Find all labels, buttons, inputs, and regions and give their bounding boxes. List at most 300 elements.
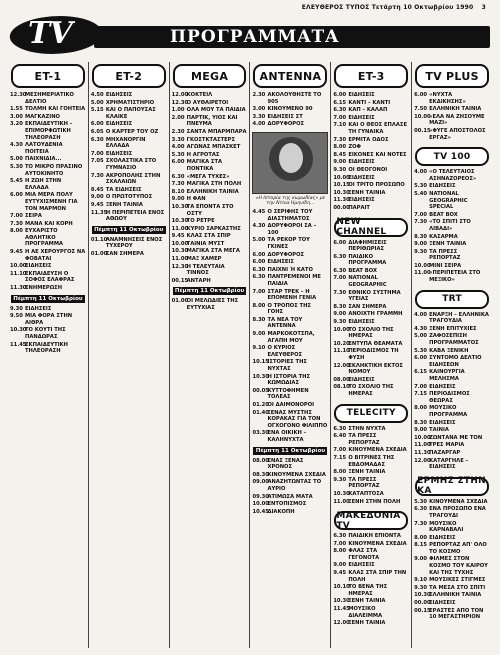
program-row <box>333 205 409 212</box>
program-row <box>333 348 409 361</box>
program-title: ΠΑΡΤΙΚ, ΥΙΟΣ ΚΑΙ ΠΝΕΥΜΑ <box>186 114 238 128</box>
tv-logo <box>10 14 106 56</box>
program-time: 4.00 <box>414 311 427 318</box>
program-row <box>10 271 86 284</box>
program-time: 12.00 <box>171 92 189 98</box>
program-row <box>10 142 86 155</box>
program-title: ΙΣΤΟΡΙΕΣ ΤΗΣ ΝΥΧΤΑΣ <box>267 359 307 373</box>
program-time: 10.15 <box>333 182 350 189</box>
program-row <box>333 107 409 114</box>
program-row <box>414 219 490 232</box>
program-title: Η ΙΣΤΟΡΙΑ ΤΗΣ ΚΩΜΩΔΙΑΣ <box>267 373 311 387</box>
program-title: ΑΚΟΛΟΥΘΗΣΤΕ ΤΟ 905 <box>267 92 322 105</box>
program-title: ΕΚΠΑΙΔΕΥΣΗ Ο ΣΟΦΟΣ ΕΛΑΦΡΑΣ <box>25 270 75 284</box>
program-title: ΣΑΝ ΣΗΜΕΡΑ <box>348 303 387 310</box>
program-time: 4.30 <box>252 223 266 230</box>
program-time: 10.00 <box>414 434 431 441</box>
program-time: 2.00 <box>171 114 185 121</box>
program-time: 3.00 <box>10 113 23 120</box>
program-time: 4.45 <box>252 208 266 215</box>
program-time: 8.00 <box>333 144 347 151</box>
program-time: 10.15 <box>252 359 269 366</box>
program-title: ΔΟΡΥΦΟΡΟΣ <box>267 121 305 128</box>
program-time: 3.20 <box>10 121 23 128</box>
program-title: ΕΙΔΗΣΕΙΣ <box>267 259 294 266</box>
program-row <box>414 241 490 248</box>
program-row <box>414 608 490 621</box>
program-time: 9.00 <box>333 311 347 318</box>
program-row <box>414 169 490 182</box>
program-row <box>333 182 409 189</box>
program-time: 7.30 <box>10 220 23 227</box>
program-time: 6.00 <box>333 239 347 246</box>
program-title: ΜΟΥΣΙΚΕΣ ΣΤΙΓΜΕΣ <box>429 577 486 584</box>
program-row <box>414 405 490 418</box>
program-title: ΚΑΙ Ο ΘΕΟΣ ΕΠΛΑΣΕ ΤΗ ΓΥΝΑΙΚΑ <box>348 122 408 135</box>
program-time: 12.00 <box>414 457 431 464</box>
program-time: 7.10 <box>333 122 347 129</box>
program-time: 08.10 <box>333 384 350 391</box>
program-time: 11.00 <box>414 270 431 277</box>
program-time: 9.45 <box>10 249 23 256</box>
date-box: Πέμπτη 11 Οκτωβρίου <box>92 226 166 234</box>
program-row <box>252 121 328 128</box>
program-row <box>252 92 328 105</box>
program-row <box>172 241 248 248</box>
program-time: 8.45 <box>333 151 347 158</box>
program-title: ΞΕΝΗ ΤΑΙΝΙΑ <box>348 189 386 196</box>
program-row <box>252 267 328 274</box>
page-header-line <box>302 4 486 11</box>
program-time: 4.00 <box>414 169 427 176</box>
program-title: ΠΑΡΑΙΤ <box>348 204 370 211</box>
program-title: «Ο ΤΕΛΕΥΤΑΙΟΣ ΑΣΗΝΑΖΟΡΕΟΣ» <box>429 169 477 182</box>
program-title: Η ΠΕΡΙΠΕΤΕΙΑ ΕΝΟΣ ΑΘΩΟΥ <box>105 209 165 223</box>
channel-header: ET-2 <box>92 64 166 88</box>
program-time: 5.00 <box>90 99 104 106</box>
program-time: 9.30 <box>333 166 347 173</box>
program-row <box>91 92 167 99</box>
program-title: ΚΑΤΑΠΤΟΣΑ <box>348 490 384 497</box>
program-title: ΕΙΔΗΣΕΙΣ <box>348 92 375 98</box>
program-title: ΑΓΩΝΑΣ ΜΠΑΣΚΕΤ <box>186 144 241 151</box>
program-row <box>252 259 328 266</box>
program-title: «ΦΥΓΕ ΑΠΟΣΤΟΛΟΣ ΕΡΓΑΖ» <box>429 127 486 141</box>
program-time: 6.30 <box>333 533 347 540</box>
program-title: ΖΑΦΟΣΕΠΙΣΗ ΠΡΟΓΡΑΜΜΑΤΟΣ <box>429 333 479 347</box>
program-time: 01.10 <box>90 236 108 243</box>
program-time: 11.45 <box>333 606 350 613</box>
program-title: ΤΑ ΠΡΕΣΣ ΡΕΠΟΡΤΑΖ <box>429 248 461 262</box>
program-row <box>414 212 490 219</box>
program-row <box>172 226 248 233</box>
program-row <box>333 115 409 122</box>
program-time: 9.00 <box>90 194 104 201</box>
program-title: ΜΙΑ ΦΟΡΑ ΣΤΗΝ ΑΙΘΡΑ <box>25 313 73 326</box>
program-time: 00.15 <box>171 277 189 284</box>
program-row <box>91 194 167 201</box>
program-title: ΑΝΤΑΡΗ <box>186 277 211 284</box>
program-title: ΕΡΜΙΤΑ ΟΔΟΣ <box>348 136 389 143</box>
program-row <box>414 506 490 519</box>
program-title: ΑΝΑΜΝΗΣΕΙΣ ΕΝΟΣ ΤΥΧΕΡΟΥ <box>105 236 163 250</box>
program-title: ΕΚΛΗΚΤΙΚΗ ΕΚΤΟΣ ΝΟΜΟΥ <box>348 362 403 376</box>
program-time: 12.00 <box>333 620 350 627</box>
program-time: 9.45 <box>90 201 104 208</box>
program-row <box>10 92 86 105</box>
program-title: ΕΝΗΜΕΡΩΣΗ <box>25 285 63 292</box>
program-time: 8.10 <box>171 188 185 195</box>
program-row <box>172 137 248 144</box>
program-title: Ο ΚΑΡΤΕΡ ΤΟΥ ΟΖ <box>105 128 159 135</box>
program-row <box>10 192 86 212</box>
program-row <box>414 577 490 584</box>
program-row <box>333 190 409 197</box>
program-row <box>333 319 409 326</box>
program-title: «ΕΛΑ ΝΑ ΖΗΣΟΥΜΕ ΜΑΖΙ» <box>429 113 485 127</box>
program-time: 6.00 <box>252 251 266 258</box>
program-time: 6.05 <box>90 128 104 135</box>
program-title: ΓΚΟΣΤΚΤΑΣΤΕΡΣ <box>186 136 236 143</box>
program-time: 6.00 <box>414 92 427 98</box>
program-time: 5.30 <box>414 347 427 354</box>
program-time: 7.30 <box>90 172 104 179</box>
program-title: ΕΙΔΗΣΕΙΣ <box>348 114 375 121</box>
program-row <box>172 204 248 217</box>
program-title: ΕΙΔΗΣΕΙΣ <box>429 383 456 390</box>
program-title: ΤΑ ΡΕΚΟΡ ΤΟΥ ΓΚΙΝΕΣ <box>267 237 310 250</box>
program-time: 10.30 <box>171 218 189 225</box>
program-title: ΕΙΔΗΣΕΙΣ <box>429 419 456 426</box>
program-title: ΤΑ ΕΠΟΝΤΑ ΣΤΟ ΟΣΤΥ <box>186 203 234 217</box>
program-photo <box>252 132 328 194</box>
program-columns <box>8 62 492 648</box>
program-title: ΠΑΙΧΝΙ Ή ΚΑΤΟ <box>267 266 313 273</box>
program-row <box>91 100 167 107</box>
program-time: 10.00 <box>333 174 350 181</box>
program-row <box>91 187 167 194</box>
program-row <box>333 290 409 303</box>
program-time: 9.00 <box>333 562 347 569</box>
program-row <box>414 521 490 534</box>
program-title: ΡΕΠΟΡΤΑΖ ΑΠ' ΟΛΟ ΤΟ ΚΟΣΜΟ <box>429 542 487 555</box>
program-time: 3.30 <box>252 113 266 120</box>
program-time: 9.10 <box>414 577 427 584</box>
program-time: 10.00 <box>414 262 431 269</box>
channel-column <box>411 62 492 648</box>
channel-header: TV PLUS <box>415 64 489 88</box>
program-row <box>10 249 86 262</box>
program-row <box>172 264 248 277</box>
program-title: Η ΦΑΝ <box>186 196 206 203</box>
program-title: ΟΙ ΔΑΙΜΟΝΟΡΟΙ <box>267 402 315 408</box>
program-row <box>10 306 86 313</box>
program-title: ΦΙΛΜΕΣ ΣΤΟΝ ΚΟΣΜΟ ΤΟΥ ΚΑΙΡΟΥ ΚΑΙ ΤΗΣ ΤΥΧΗΣ <box>429 556 488 576</box>
program-row <box>252 501 328 508</box>
program-time: 7.30 <box>333 289 347 296</box>
program-row <box>172 159 248 172</box>
program-time: 7.00 <box>333 447 347 454</box>
program-row <box>172 129 248 136</box>
program-row <box>414 499 490 506</box>
program-row <box>91 137 167 150</box>
program-time: 7.30 <box>414 520 427 527</box>
program-row <box>172 115 248 128</box>
program-time: 11.35 <box>90 209 108 216</box>
program-time: 6.30 <box>414 506 427 513</box>
program-time: 9.50 <box>10 313 23 320</box>
program-row <box>252 331 328 344</box>
program-title: ΚΙΝΟΥΜΕΝΑ ΣΧΕΔΙΑ <box>429 498 488 505</box>
program-title: ΕΚΠΑΙΔΕΥΤΙΚΗ ΤΗΛΕΟΡΑΣΗ <box>25 341 68 355</box>
program-title: ΜΟΥΣΙΚΟ ΚΑΡΝΑΒΑΛΙ <box>429 520 464 534</box>
program-row <box>252 274 328 287</box>
program-title: ΕΙΔΗΣΕΙΣ <box>105 92 133 98</box>
program-title: «ΤΟ ΣΠΙΤΙ ΣΤΟ ΛΙΒΑΔΙ» <box>429 219 471 232</box>
program-row <box>172 189 248 196</box>
program-row <box>333 304 409 311</box>
channel-column <box>169 62 250 648</box>
program-row <box>252 289 328 302</box>
program-time: 4.30 <box>414 325 427 332</box>
program-row <box>333 541 409 548</box>
program-row <box>252 410 328 430</box>
channel-column <box>88 62 169 648</box>
program-time: 9.00 <box>252 331 266 338</box>
program-time: 1.00 <box>171 107 185 114</box>
program-time: 03.30 <box>252 430 269 437</box>
program-row <box>252 494 328 501</box>
program-row <box>414 592 490 599</box>
program-row <box>333 268 409 275</box>
program-title: ΜΙΝΙ ΣΕΙΡΑ <box>429 262 462 269</box>
channel-header: TELECITY <box>334 404 408 423</box>
program-time: 4.00 <box>252 121 266 128</box>
program-title: ΟΛΑ ΜΟΥ ΤΑ ΠΑΙΔΙΑ <box>186 107 246 114</box>
program-title: ΕΙΔΗΣΕΙΣ <box>348 197 375 204</box>
program-title: ΕΙΔΗΣΕΙΣ <box>429 183 456 190</box>
program-row <box>252 345 328 358</box>
program-row <box>333 469 409 476</box>
program-title: ΚΑΒΑ ΞΕΝΙΚΗ <box>429 347 469 354</box>
program-row <box>252 374 328 387</box>
program-time: 9.30 <box>333 476 347 483</box>
program-row <box>252 303 328 316</box>
program-title: ΜΟΥΣΙΚΟ ΔΙΑΛΕΙΜΜΑ <box>348 606 383 619</box>
program-title: ΕΛΛΗΝΙΚΗ ΤΑΙΝΙΑ <box>186 188 239 195</box>
program-title: ΣΕΙΡΑ <box>25 213 42 220</box>
program-time: 6.30 <box>171 173 185 180</box>
program-row <box>172 248 248 255</box>
program-title: ΜΕΣΗΜΕΡΙΑΤΙΚΟ ΔΕΛΤΙΟ <box>25 92 74 105</box>
program-title: ΚΑΙ Ο ΠΑΠΟΥΣΑΣ ΚΛΑΙΚΕ <box>105 107 156 120</box>
program-time: 7.00 <box>333 114 347 121</box>
program-row <box>252 472 328 479</box>
program-title: ΠΑΙΔΙΚΗ ΕΠΙΟΝΤΑ <box>348 533 401 540</box>
program-row <box>333 167 409 174</box>
program-row <box>414 114 490 127</box>
program-row <box>333 159 409 166</box>
program-time: 8.45 <box>90 186 104 193</box>
program-time: 01.00 <box>90 250 108 257</box>
program-time: 8.30 <box>414 233 427 240</box>
program-row <box>172 256 248 263</box>
program-title: Ο ΤΡΟΠΟΣ ΤΗΣ ΓΟΗΣ <box>267 302 311 316</box>
program-row <box>252 106 328 113</box>
program-title: ΞΕΝΗ ΕΠΙΤΥΧΙΕΣ <box>429 325 477 332</box>
program-time: 11.00 <box>333 498 350 505</box>
program-time: 9.30 <box>414 248 427 255</box>
channel-header: ANTENNA <box>253 64 327 88</box>
program-title: ΚΑΠ – ΚΑΛΑΠ <box>348 107 388 114</box>
program-time: 11.00 <box>414 442 431 449</box>
program-row <box>414 542 490 555</box>
program-row <box>10 106 86 113</box>
program-row <box>172 181 248 188</box>
program-row <box>252 479 328 492</box>
program-title: ΣΧΟΛΑΣΤΙΚΑ ΣΤΟ ΓΥΜΝΑΣΙΟ <box>105 158 157 171</box>
program-row <box>333 426 409 433</box>
program-title: ΕΘΝΙΚΟ ΣΥΣΤΗΜΑ ΥΓΕΙΑΣ <box>348 289 401 303</box>
program-title: ΕΥΧΑΡΙΣΤΟ ΑΘΛΗΤΙΚΟ ΠΡΟΓΡΑΜΜΑ <box>25 228 64 248</box>
program-row <box>414 442 490 449</box>
program-time: 6.30 <box>90 136 104 143</box>
channel-header: MEGA <box>173 64 247 88</box>
program-time: 5.30 <box>171 151 185 158</box>
program-time: 10.10 <box>333 584 350 591</box>
program-title: ΣΤΑΡ ΤΡΕΚ – Η ΕΠΟΜΕΝΗ ΓΕΝΙΑ <box>267 288 317 302</box>
program-time: 10.30 <box>252 373 269 380</box>
program-title: ΕΝΑΣ ΞΕΝΑΣ ΧΡΟΝΟΣ <box>267 457 304 471</box>
program-time: 00.05 <box>252 387 269 394</box>
program-time: 6.00 <box>10 192 23 199</box>
program-title: ΟΙ ΘΕΟΓΟΝΟΙ <box>348 166 388 173</box>
program-title: ΜΟΥΣΙΚΟ ΠΡΟΓΡΑΜΜΑ <box>429 405 468 418</box>
program-title: Η ΖΩΗ ΣΤΗΝ ΕΛΛΑΔΑ <box>25 178 62 191</box>
program-time: 11.00 <box>171 256 189 263</box>
program-title: ΟΙ ΜΕΛΩΔΙΕΣ ΤΗΣ ΕΥΤΥΧΙΑΣ <box>186 298 239 312</box>
program-title: «ΝΥΧΤΑ ΕΚΔΙΚΗΣΗΣ» <box>429 92 466 105</box>
program-row <box>414 106 490 113</box>
program-title: ΕΝΤΥΠΑ ΘΕΑΜΑΤΑ <box>348 340 403 347</box>
program-row <box>252 237 328 250</box>
program-row <box>91 173 167 186</box>
program-title: ΠΑΙΧΝΙΔΙΑ... <box>25 156 62 163</box>
program-row <box>10 313 86 326</box>
program-row <box>414 183 490 190</box>
program-row <box>252 252 328 259</box>
channel-header: ΕΡΜΗΣ ΣΤΗΝ ΚΑ <box>415 477 489 496</box>
program-time: 5.30 <box>414 183 427 190</box>
program-row <box>252 509 328 516</box>
program-time: 2.30 <box>171 128 185 135</box>
program-time: 6.00 <box>252 259 266 266</box>
program-title: ΜΑΓΚΑΖΙΝΟ <box>25 113 60 120</box>
program-time: 10.00 <box>171 240 189 247</box>
program-title: ΜΑΞ ΧΑΜΕΡ <box>186 256 222 263</box>
program-time: 6.00 <box>414 355 427 362</box>
program-row <box>10 156 86 163</box>
program-title: ΕΙΔΗΣΕΙΣ <box>348 174 375 181</box>
program-time: 5.30 <box>10 163 23 170</box>
program-row <box>172 233 248 240</box>
channel-header: ET-3 <box>334 64 408 88</box>
program-row <box>252 209 328 222</box>
program-title: ΕΚΠΑΙΔΕΥΤΙΚΗ – ΕΠΙΜΟΡΦΩΤΙΚΗ ΤΗΛΕΟΡΑΣΗ <box>25 121 73 141</box>
program-title: ΚΛΑΣ ΣΤΑ ΣΠΙΡ ΤΗΝ ΠΟΛΗ <box>348 570 407 583</box>
program-row <box>333 548 409 561</box>
program-time: 12.30 <box>171 99 189 106</box>
program-title: ΠΕΡΙΟΔΙΣΜΟΣ ΘΕΩΡΑΣ <box>429 391 470 404</box>
program-time: 8.30 <box>252 316 266 323</box>
program-time: 9.00 <box>414 241 427 248</box>
program-title: ΚΙΝΟΥΜΕΝΟ 90 <box>267 106 313 113</box>
tv-logo-text: TV <box>28 16 72 51</box>
program-title: BEAT BOX <box>429 211 458 218</box>
program-time: 6.30 <box>252 266 266 273</box>
program-time: 10.00 <box>10 263 27 270</box>
program-row <box>333 499 409 506</box>
program-time: 8.00 <box>252 302 266 309</box>
program-title: Ο ΒΙΤΡΙΝΕΣ ΤΗΣ ΕΒΔΟΜΑΔΑΣ <box>348 454 395 468</box>
program-time: 3.30 <box>171 136 185 143</box>
program-row <box>252 114 328 121</box>
program-title: ΜΑΡΚΟΚΟΤΣΠΑ, ΑΓΑΠΗ ΜΟΥ <box>267 331 315 344</box>
channel-header: TRT <box>415 290 489 309</box>
program-time: 10.20 <box>333 340 350 347</box>
program-row <box>252 388 328 401</box>
program-time: 8.00 <box>333 469 347 476</box>
program-time: 11.45 <box>10 341 27 348</box>
program-title: ΕΙΔΗΣΕΙΣ <box>25 305 52 312</box>
program-row <box>10 342 86 355</box>
program-title: ΕΡΑΣΤΕΣ ΑΠΟ ΤΟΝ 10 ΜΕΓΑΣΤΗΡΙΟΝ <box>429 607 484 621</box>
program-time: 9.10 <box>252 345 266 352</box>
program-time: 7.50 <box>414 106 427 113</box>
program-title: ΕΝΑΡΞΗ – ΕΛΛΗΝΙΚΑ ΤΡΑΓΟΥΔΙΑ <box>429 311 489 325</box>
program-row <box>91 121 167 128</box>
program-title: ΕΙΔΗΣΕΙΣ <box>348 159 375 166</box>
program-title: ΛΑΤΟΥΔΕΝΙΑ ΠΟΙΤΕΙΑ <box>25 142 63 155</box>
program-time: 10.30 <box>414 592 431 599</box>
program-row <box>252 402 328 409</box>
program-title: ΑΝΟΙΧΤΗ ΓΡΑΜΜΗ <box>348 311 403 318</box>
program-time: 10.45 <box>252 508 269 515</box>
channel-header: ET-1 <box>11 64 85 88</box>
section-title-bar <box>94 26 490 48</box>
channel-column <box>330 62 411 648</box>
program-title: ΞΕΝΗ ΤΑΙΝΙΑ <box>429 241 467 248</box>
program-row <box>10 213 86 220</box>
program-time: 09.00 <box>252 479 269 486</box>
program-title: ΠΑΙΔΙΚΟ ΠΡΟΓΡΑΜΜΑ <box>348 253 387 267</box>
program-row <box>414 420 490 427</box>
program-time: 4.30 <box>10 142 23 149</box>
program-time: 7.00 <box>333 540 347 547</box>
program-title: ΜΑΓΙΚΑ ΣΤΑ ΠΟΝΤΙΚΑ <box>186 159 223 172</box>
program-time: 7.05 <box>90 158 104 165</box>
program-time: 2.30 <box>252 92 266 98</box>
program-row <box>414 234 490 241</box>
program-title: ΧΡΗΜΑΤΙΣΤΗΡΙΟ <box>105 99 155 106</box>
program-time: 10.00 <box>252 501 269 508</box>
program-title: ΣΑΝΤΑ ΜΠΑΡΜΠΑΡΑ <box>186 128 247 135</box>
program-time: 9.30 <box>10 305 23 312</box>
date-box: Πέμπτη 11 Οκτωβρίου <box>11 295 85 303</box>
program-title: ΤΡΕΣ ΜΑΡΙΑ <box>429 442 465 449</box>
section-title: ΠΡΟΓΡΑΜΜΑΤΑ <box>170 27 340 47</box>
program-time: 00.00 <box>414 600 431 607</box>
